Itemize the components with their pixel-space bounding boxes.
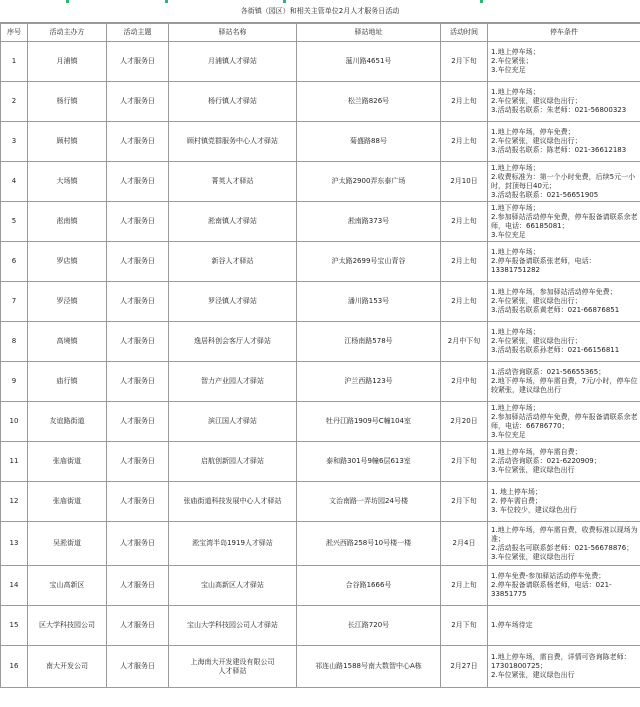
- cell-no[interactable]: 2: [1, 82, 28, 122]
- cell-station[interactable]: 淞宝湾半岛1919人才驿站: [169, 522, 297, 566]
- cell-theme[interactable]: 人才服务日: [107, 122, 169, 162]
- header-row: [1, 24, 640, 42]
- cell-theme[interactable]: 人才服务日: [107, 282, 169, 322]
- cell-host[interactable]: 顾村镇: [28, 122, 107, 162]
- cell-parking[interactable]: 1.活动咨询联系：021-56655365； 2.地下停车场，停车需自费，7元/小时，停车位较紧张，建议绿色出行: [488, 362, 640, 402]
- cell-theme[interactable]: 人才服务日: [107, 522, 169, 566]
- table-row: [1, 242, 640, 282]
- cell-parking[interactable]: 1.地上停车场，参加驿站活动停车免费； 2.车位紧张，建议绿色出行； 3.活动报名联系黄老师：021-66876851: [488, 282, 640, 322]
- cell-parking[interactable]: 1.地上停车场； 2.收费标准为：第一个小时免费，后续5元一小时，封顶每日40元； 3.活动报名联系：021-56651905: [488, 162, 640, 202]
- cell-no[interactable]: 11: [1, 442, 28, 482]
- cell-station[interactable]: 罗泾镇人才驿站: [169, 282, 297, 322]
- cell-time[interactable]: 2月下旬: [441, 442, 488, 482]
- cell-theme[interactable]: 人才服务日: [107, 646, 169, 688]
- cell-no[interactable]: 9: [1, 362, 28, 402]
- cell-station[interactable]: 新谷人才驿站: [169, 242, 297, 282]
- cell-station[interactable]: 上海南大开发建设有限公司 人才驿站: [169, 646, 297, 688]
- header-host[interactable]: 活动主办方: [28, 24, 107, 42]
- cell-address[interactable]: 淞南路373号: [297, 202, 441, 242]
- cell-host[interactable]: 高境镇: [28, 322, 107, 362]
- column-marker: [283, 0, 286, 3]
- cell-host[interactable]: 淞南镇: [28, 202, 107, 242]
- cell-parking[interactable]: 1.地上停车场，停车需自费； 2.活动咨询联系：021-6220909； 3.车位紧张，建议绿色出行: [488, 442, 640, 482]
- cell-station[interactable]: 逸居科创会客厅人才驿站: [169, 322, 297, 362]
- header-no[interactable]: 序号: [1, 24, 28, 42]
- table-row: [1, 482, 640, 522]
- cell-no[interactable]: 4: [1, 162, 28, 202]
- cell-time[interactable]: 2月上旬: [441, 242, 488, 282]
- header-theme[interactable]: 活动主题: [107, 24, 169, 42]
- cell-address[interactable]: 长江路720号: [297, 606, 441, 646]
- cell-parking[interactable]: 1.地上停车场，需自费，详情可咨询陈老师：17301800725； 2.车位紧张，建议绿色出行: [488, 646, 640, 688]
- cell-station[interactable]: 张庙街道科技发展中心人才驿站: [169, 482, 297, 522]
- table-row: [1, 522, 640, 566]
- cell-host[interactable]: 张庙街道: [28, 442, 107, 482]
- cell-host[interactable]: 友谊路街道: [28, 402, 107, 442]
- cell-theme[interactable]: 人才服务日: [107, 162, 169, 202]
- cell-time[interactable]: 2月20日: [441, 402, 488, 442]
- sheet-title: 各街镇（园区）和相关主管单位2月人才服务日活动: [0, 0, 640, 23]
- cell-station[interactable]: 月浦镇人才驿站: [169, 42, 297, 82]
- column-marker: [480, 0, 483, 3]
- cell-address[interactable]: 祁连山路1588号南大数智中心A栋: [297, 646, 441, 688]
- cell-station[interactable]: 顾村镇党群服务中心人才驿站: [169, 122, 297, 162]
- cell-host[interactable]: 南大开发公司: [28, 646, 107, 688]
- cell-parking[interactable]: 1.停车免费-参加驿站活动停车免费； 2.停车报备请联系杨老师，电话：021-33851775: [488, 566, 640, 606]
- cell-host[interactable]: 区大学科技园公司: [28, 606, 107, 646]
- header-time[interactable]: 活动时间: [441, 24, 488, 42]
- cell-parking[interactable]: 1. 地上停车场； 2. 停车需自费； 3. 车位较少，建议绿色出行: [488, 482, 640, 522]
- cell-theme[interactable]: 人才服务日: [107, 442, 169, 482]
- cell-no[interactable]: 10: [1, 402, 28, 442]
- table-row: [1, 362, 640, 402]
- cell-no[interactable]: 7: [1, 282, 28, 322]
- header-parking[interactable]: 停车条件: [488, 24, 640, 42]
- cell-host[interactable]: 大场镇: [28, 162, 107, 202]
- table-row: [1, 42, 640, 82]
- cell-time[interactable]: 2月上旬: [441, 122, 488, 162]
- cell-no[interactable]: 6: [1, 242, 28, 282]
- cell-no[interactable]: 12: [1, 482, 28, 522]
- cell-parking[interactable]: 1.停车场待定: [488, 606, 640, 646]
- cell-station[interactable]: 淞南镇人才驿站: [169, 202, 297, 242]
- cell-time[interactable]: 2月中下旬: [441, 322, 488, 362]
- cell-station[interactable]: 宝山高新区人才驿站: [169, 566, 297, 606]
- cell-address[interactable]: 菊盛路88号: [297, 122, 441, 162]
- cell-parking[interactable]: 1.地上停车场，停车需自费，收费标准以现场为准； 2.活动报名可联系彭老师：021-56678876； 3.车位紧张，建议绿色出行: [488, 522, 640, 566]
- cell-station[interactable]: 滨江国人才驿站: [169, 402, 297, 442]
- cell-time[interactable]: 2月上旬: [441, 202, 488, 242]
- cell-no[interactable]: 16: [1, 646, 28, 688]
- cell-address[interactable]: 沪兰西路123号: [297, 362, 441, 402]
- cell-parking[interactable]: 1.地上停车场； 2.参加驿站活动停车免费，停车报备请联系余老师，电话：66786770； 3.车位充足: [488, 402, 640, 442]
- cell-time[interactable]: 2月27日: [441, 646, 488, 688]
- table-body: [1, 42, 640, 688]
- cell-no[interactable]: 1: [1, 42, 28, 82]
- table-row: [1, 442, 640, 482]
- cell-time[interactable]: 2月上旬: [441, 82, 488, 122]
- header-station[interactable]: 驿站名称: [169, 24, 297, 42]
- cell-address[interactable]: 淞兴西路258号10号楼一楼: [297, 522, 441, 566]
- cell-parking[interactable]: 1.地上停车场； 2.车位紧张，建议绿色出行； 3.活动报名联系孙老师：021-66156811: [488, 322, 640, 362]
- cell-address[interactable]: 蕰川路4651号: [297, 42, 441, 82]
- cell-address[interactable]: 沪太路2699号宝山青谷: [297, 242, 441, 282]
- cell-host[interactable]: 宝山高新区: [28, 566, 107, 606]
- cell-parking[interactable]: 1.地上停车场； 2.车位紧张； 3.车位充足: [488, 42, 640, 82]
- cell-address[interactable]: 合谷路1666号: [297, 566, 441, 606]
- cell-no[interactable]: 3: [1, 122, 28, 162]
- cell-time[interactable]: 2月上旬: [441, 566, 488, 606]
- cell-parking[interactable]: 1.地上停车场； 2.车位紧张，建议绿色出行； 3.活动报名联系：朱老师：021-56800323: [488, 82, 640, 122]
- cell-no[interactable]: 8: [1, 322, 28, 362]
- cell-theme[interactable]: 人才服务日: [107, 202, 169, 242]
- cell-theme[interactable]: 人才服务日: [107, 322, 169, 362]
- cell-parking[interactable]: 1.地下停车场； 2.参加驿站活动停车免费，停车报备请联系余老师，电话：66185081； 3.车位充足: [488, 202, 640, 242]
- table-row: [1, 202, 640, 242]
- cell-station[interactable]: 宝山大学科技园公司人才驿站: [169, 606, 297, 646]
- cell-station[interactable]: 菁英人才驿站: [169, 162, 297, 202]
- cell-parking[interactable]: 1.地上停车场，停车免费； 2.车位紧张，建议绿色出行； 3.活动报名联系：陈老师：021-36612183: [488, 122, 640, 162]
- cell-address[interactable]: 文治南路一弄坊园24号楼: [297, 482, 441, 522]
- cell-no[interactable]: 15: [1, 606, 28, 646]
- cell-address[interactable]: 潘川路153号: [297, 282, 441, 322]
- cell-parking[interactable]: 1.地上停车场； 2.停车报备请联系张老师，电话：13381751282: [488, 242, 640, 282]
- cell-station[interactable]: 杨行镇人才驿站: [169, 82, 297, 122]
- cell-no[interactable]: 13: [1, 522, 28, 566]
- table-row: [1, 122, 640, 162]
- table-row: [1, 162, 640, 202]
- cell-time[interactable]: 2月下旬: [441, 606, 488, 646]
- header-address[interactable]: 驿站地址: [297, 24, 441, 42]
- cell-host[interactable]: 杨行镇: [28, 82, 107, 122]
- table-row: [1, 566, 640, 606]
- column-marker: [66, 0, 69, 3]
- cell-time[interactable]: 2月上旬: [441, 282, 488, 322]
- cell-host[interactable]: 庙行镇: [28, 362, 107, 402]
- cell-address[interactable]: 沪太路2900弄东泰广场: [297, 162, 441, 202]
- cell-station[interactable]: 智力产业园人才驿站: [169, 362, 297, 402]
- cell-host[interactable]: 月浦镇: [28, 42, 107, 82]
- cell-theme[interactable]: 人才服务日: [107, 606, 169, 646]
- cell-time[interactable]: 2月下旬: [441, 482, 488, 522]
- column-marker: [165, 0, 168, 3]
- cell-theme[interactable]: 人才服务日: [107, 482, 169, 522]
- cell-time[interactable]: 2月10日: [441, 162, 488, 202]
- activity-table: [0, 23, 640, 688]
- table-row: [1, 646, 640, 688]
- table-row: [1, 282, 640, 322]
- cell-theme[interactable]: 人才服务日: [107, 566, 169, 606]
- cell-address[interactable]: 牡丹江路1909号C幢104室: [297, 402, 441, 442]
- cell-no[interactable]: 14: [1, 566, 28, 606]
- cell-time[interactable]: 2月下旬: [441, 42, 488, 82]
- table-row: [1, 82, 640, 122]
- table-row: [1, 322, 640, 362]
- cell-address[interactable]: 松兰路826号: [297, 82, 441, 122]
- cell-theme[interactable]: 人才服务日: [107, 402, 169, 442]
- cell-address[interactable]: 江杨南路578号: [297, 322, 441, 362]
- cell-time[interactable]: 2月4日: [441, 522, 488, 566]
- cell-theme[interactable]: 人才服务日: [107, 82, 169, 122]
- cell-time[interactable]: 2月中旬: [441, 362, 488, 402]
- cell-host[interactable]: 吴淞街道: [28, 522, 107, 566]
- cell-theme[interactable]: 人才服务日: [107, 42, 169, 82]
- cell-theme[interactable]: 人才服务日: [107, 242, 169, 282]
- cell-theme[interactable]: 人才服务日: [107, 362, 169, 402]
- cell-station[interactable]: 启航创新园人才驿站: [169, 442, 297, 482]
- cell-host[interactable]: 张庙街道: [28, 482, 107, 522]
- cell-host[interactable]: 罗泾镇: [28, 282, 107, 322]
- cell-address[interactable]: 泰和路301号9幢6层613室: [297, 442, 441, 482]
- table-row: [1, 402, 640, 442]
- table-row: [1, 606, 640, 646]
- cell-no[interactable]: 5: [1, 202, 28, 242]
- cell-host[interactable]: 罗店镇: [28, 242, 107, 282]
